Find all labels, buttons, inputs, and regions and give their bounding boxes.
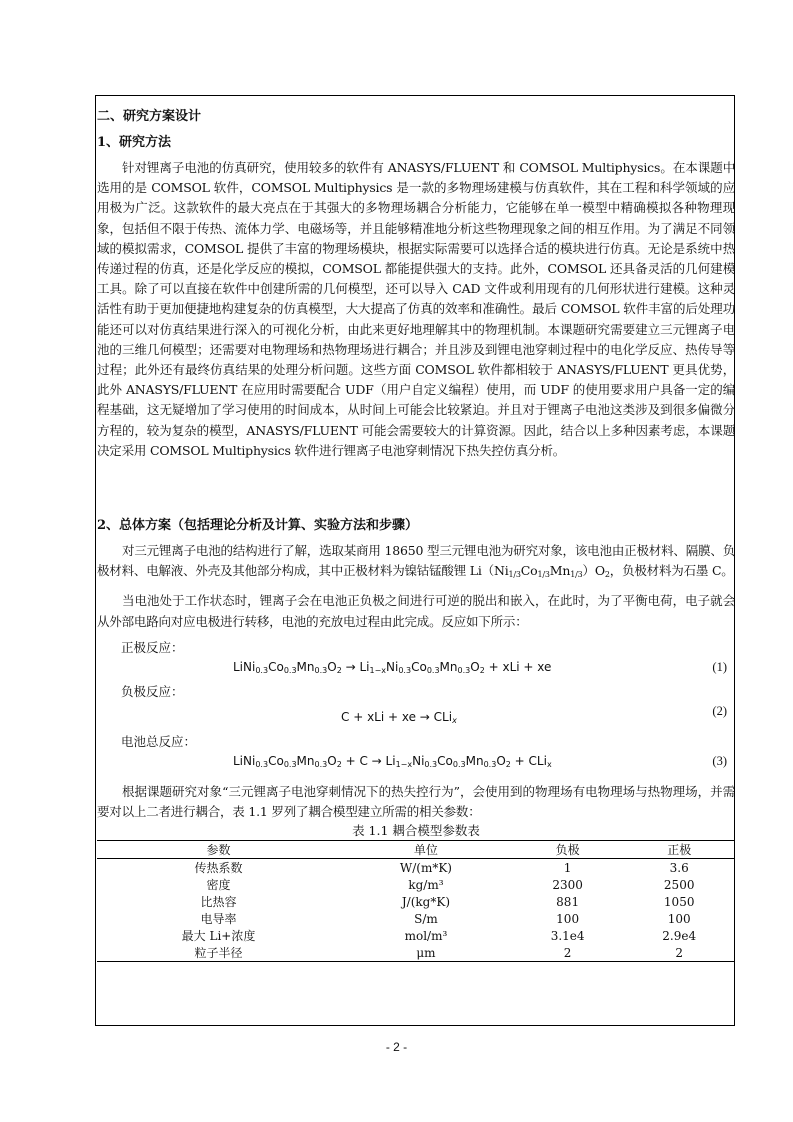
equation-2-formula: C + xLi + xe → CLi$_x$ [341, 709, 457, 725]
table-header-cell: 正极 [667, 843, 692, 858]
equation-1 [97, 658, 735, 682]
table-caption: 表 1.1 耦合模型参数表 [352, 823, 480, 839]
section-title: 二、研究方案设计 [97, 109, 202, 124]
table-cell: kg/m³ [408, 877, 444, 892]
table-cell: 2 [675, 945, 684, 960]
table-row [97, 927, 735, 944]
method-heading: 1、研究方法 [97, 135, 172, 150]
table-row [97, 876, 735, 893]
table-cell: 1050 [663, 894, 695, 909]
table-row [97, 893, 735, 910]
table-header-cell: 单位 [413, 843, 438, 858]
negative-reaction-label: 负极反应： [121, 683, 184, 699]
table-cell: 3.6 [669, 860, 689, 875]
equation-2-number: (2) [712, 703, 727, 718]
table-row [97, 859, 735, 877]
equation-3-number: (3) [712, 753, 727, 768]
table-cell: 比热容 [200, 895, 237, 910]
page-number: - 2 - [385, 1040, 408, 1054]
table-cell: 2500 [663, 877, 695, 892]
table-cell: 2.9e4 [662, 928, 697, 943]
positive-reaction-label: 正极反应： [121, 639, 184, 655]
table-cell: mol/m³ [404, 928, 448, 943]
plan-paragraph-2: 当电池处于工作状态时，锂离子会在电池正负极之间进行可逆的脱出和嵌入，在此时，为了平衡电荷，电子就会从外部电路向对应电极进行转移，电池的充放电过程由此完成。反应如下所示： [97, 593, 735, 629]
table-cell: 密度 [206, 878, 231, 893]
table-cell: 2300 [552, 877, 583, 892]
table-cell: 粒子半径 [194, 946, 243, 961]
table-cell: 传热系数 [194, 861, 243, 876]
table-cell: S/m [414, 911, 438, 926]
table-cell: 3.1e4 [550, 928, 585, 943]
table-cell: 100 [667, 911, 691, 926]
table-header-cell: 负极 [555, 843, 580, 858]
plan-paragraph-3: 根据课题研究对象“三元锂离子电池穿刺情况下的热失控行为”，会使用到的物理场有电物理场与热物理场，并需要对以上二者进行耦合，表 1.1 罗列了耦合模型建立所需的相关参数： [97, 783, 735, 820]
table-header-row [97, 841, 735, 859]
plan-heading: 2、总体方案（包括理论分析及计算、实验方法和步骤） [97, 518, 419, 534]
total-reaction-label: 电池总反应： [121, 733, 197, 749]
equation-1-formula: $LiNi_{0.3}Co_{0.3}Mn_{0.3}O_2 \to Li_{1-x}Ni_{0.3}Co_{0.3}Mn_{0.3}O_2$ + xLi + xe [233, 659, 552, 675]
table-row [97, 944, 735, 962]
table-cell: 电导率 [200, 912, 237, 927]
table-cell: 100 [556, 911, 580, 926]
table-cell: 最大 Li+浓度 [181, 929, 256, 944]
table-header-cell: 参数 [206, 843, 231, 858]
equation-1-number: (1) [712, 659, 727, 674]
table-cell: 1 [563, 860, 572, 875]
table-row [97, 910, 735, 927]
document-body [97, 108, 735, 962]
table-cell: W/(m*K) [399, 860, 452, 875]
equation-2 [97, 702, 735, 732]
table-cell: μm [416, 945, 436, 960]
equation-3-formula: $LiNi_{0.3}Co_{0.3}Mn_{0.3}O_2 + C \to Li_{1-x}Ni_{0.3}Co_{0.3}Mn_{0.3}O_2 + CLi_x$ [233, 753, 552, 769]
method-paragraph: 针对锂离子电池的仿真研究，使用较多的软件有 ANASYS/FLUENT 和 COMSOL Multiphysics。在本课题中选用的是 COMSOL 软件，COMSOL Multiphysics 是一款的多物理场建模与仿真软件，其在工程和科学领域的应用极为广泛。这款软件的最大亮点在于其强大的多物理场耦合分析能力，它能够在单一模型中精确模拟各种物理现象，包括但不限于传热、流体力学、电磁场等，并且能够精准地分析这些物理现象之间的相互作用。为了满足不同领域的模拟需求，COMSOL 提供了丰富的物理场模块，根据实际需要可以选择合适的模块进行仿真。无论是系统中热传递过程的仿真，还是化学反应的模拟，COMSOL 都能提供强大的支持。此外，COMSOL 还具备灵活的几何建模工具。除了可以直接在软件中创建所需的几何模型，还可以导入 CAD 文件或利用现有的几何形状进行建模。这种灵活性有助于更加便捷地构建复杂的仿真模型，大大提高了仿真的效率和准确性。最后 COMSOL 软件丰富的后处理功能还可以对仿真结果进行深入的可视化分析，由此来更好地理解其中的物理机制。本课题研究需要建立三元锂离子电池的三维几何模型；还需要对电物理场和热物理场进行耦合；并且涉及到锂电池穿刺过程中的电化学反应、热传导等过程；此外还有最终仿真结果的处理分析问题。这些方面 COMSOL 软件都相较于 ANASYS/FLUENT 更具优势，此外 ANASYS/FLUENT 在应用时需要配合 UDF（用户自定义编程）使用，而 UDF 的使用要求用户具备一定的编程基础，这无疑增加了学习使用的时间成本，从时间上可能会比较紧迫。并且对于锂离子电池这类涉及到很多偏微分方程的，较为复杂的模型，ANASYS/FLUENT 可能会需要较大的计算资源。因此，结合以上多种因素考虑，本课题决定采用 COMSOL Multiphysics 软件进行锂离子电池穿刺情况下热失控仿真分析。 [97, 160, 735, 458]
table-cell: 2 [563, 945, 572, 960]
equation-3 [97, 752, 735, 776]
table-cell: J/(kg*K) [401, 894, 450, 909]
plan-paragraph-1: 对三元锂离子电池的结构进行了解，选取某商用 18650 型三元锂电池为研究对象，该电池由正极材料、隔膜、负极材料、电解液、外壳及其他部分构成，其中正极材料为镍钴锰酸锂 $Li(Ni_{1/3}Co_{1/3}Mn_{1/3})O_2$，负极材料为石墨 C。 [97, 543, 735, 580]
parameter-table [97, 840, 735, 962]
table-cell: 881 [556, 894, 580, 909]
